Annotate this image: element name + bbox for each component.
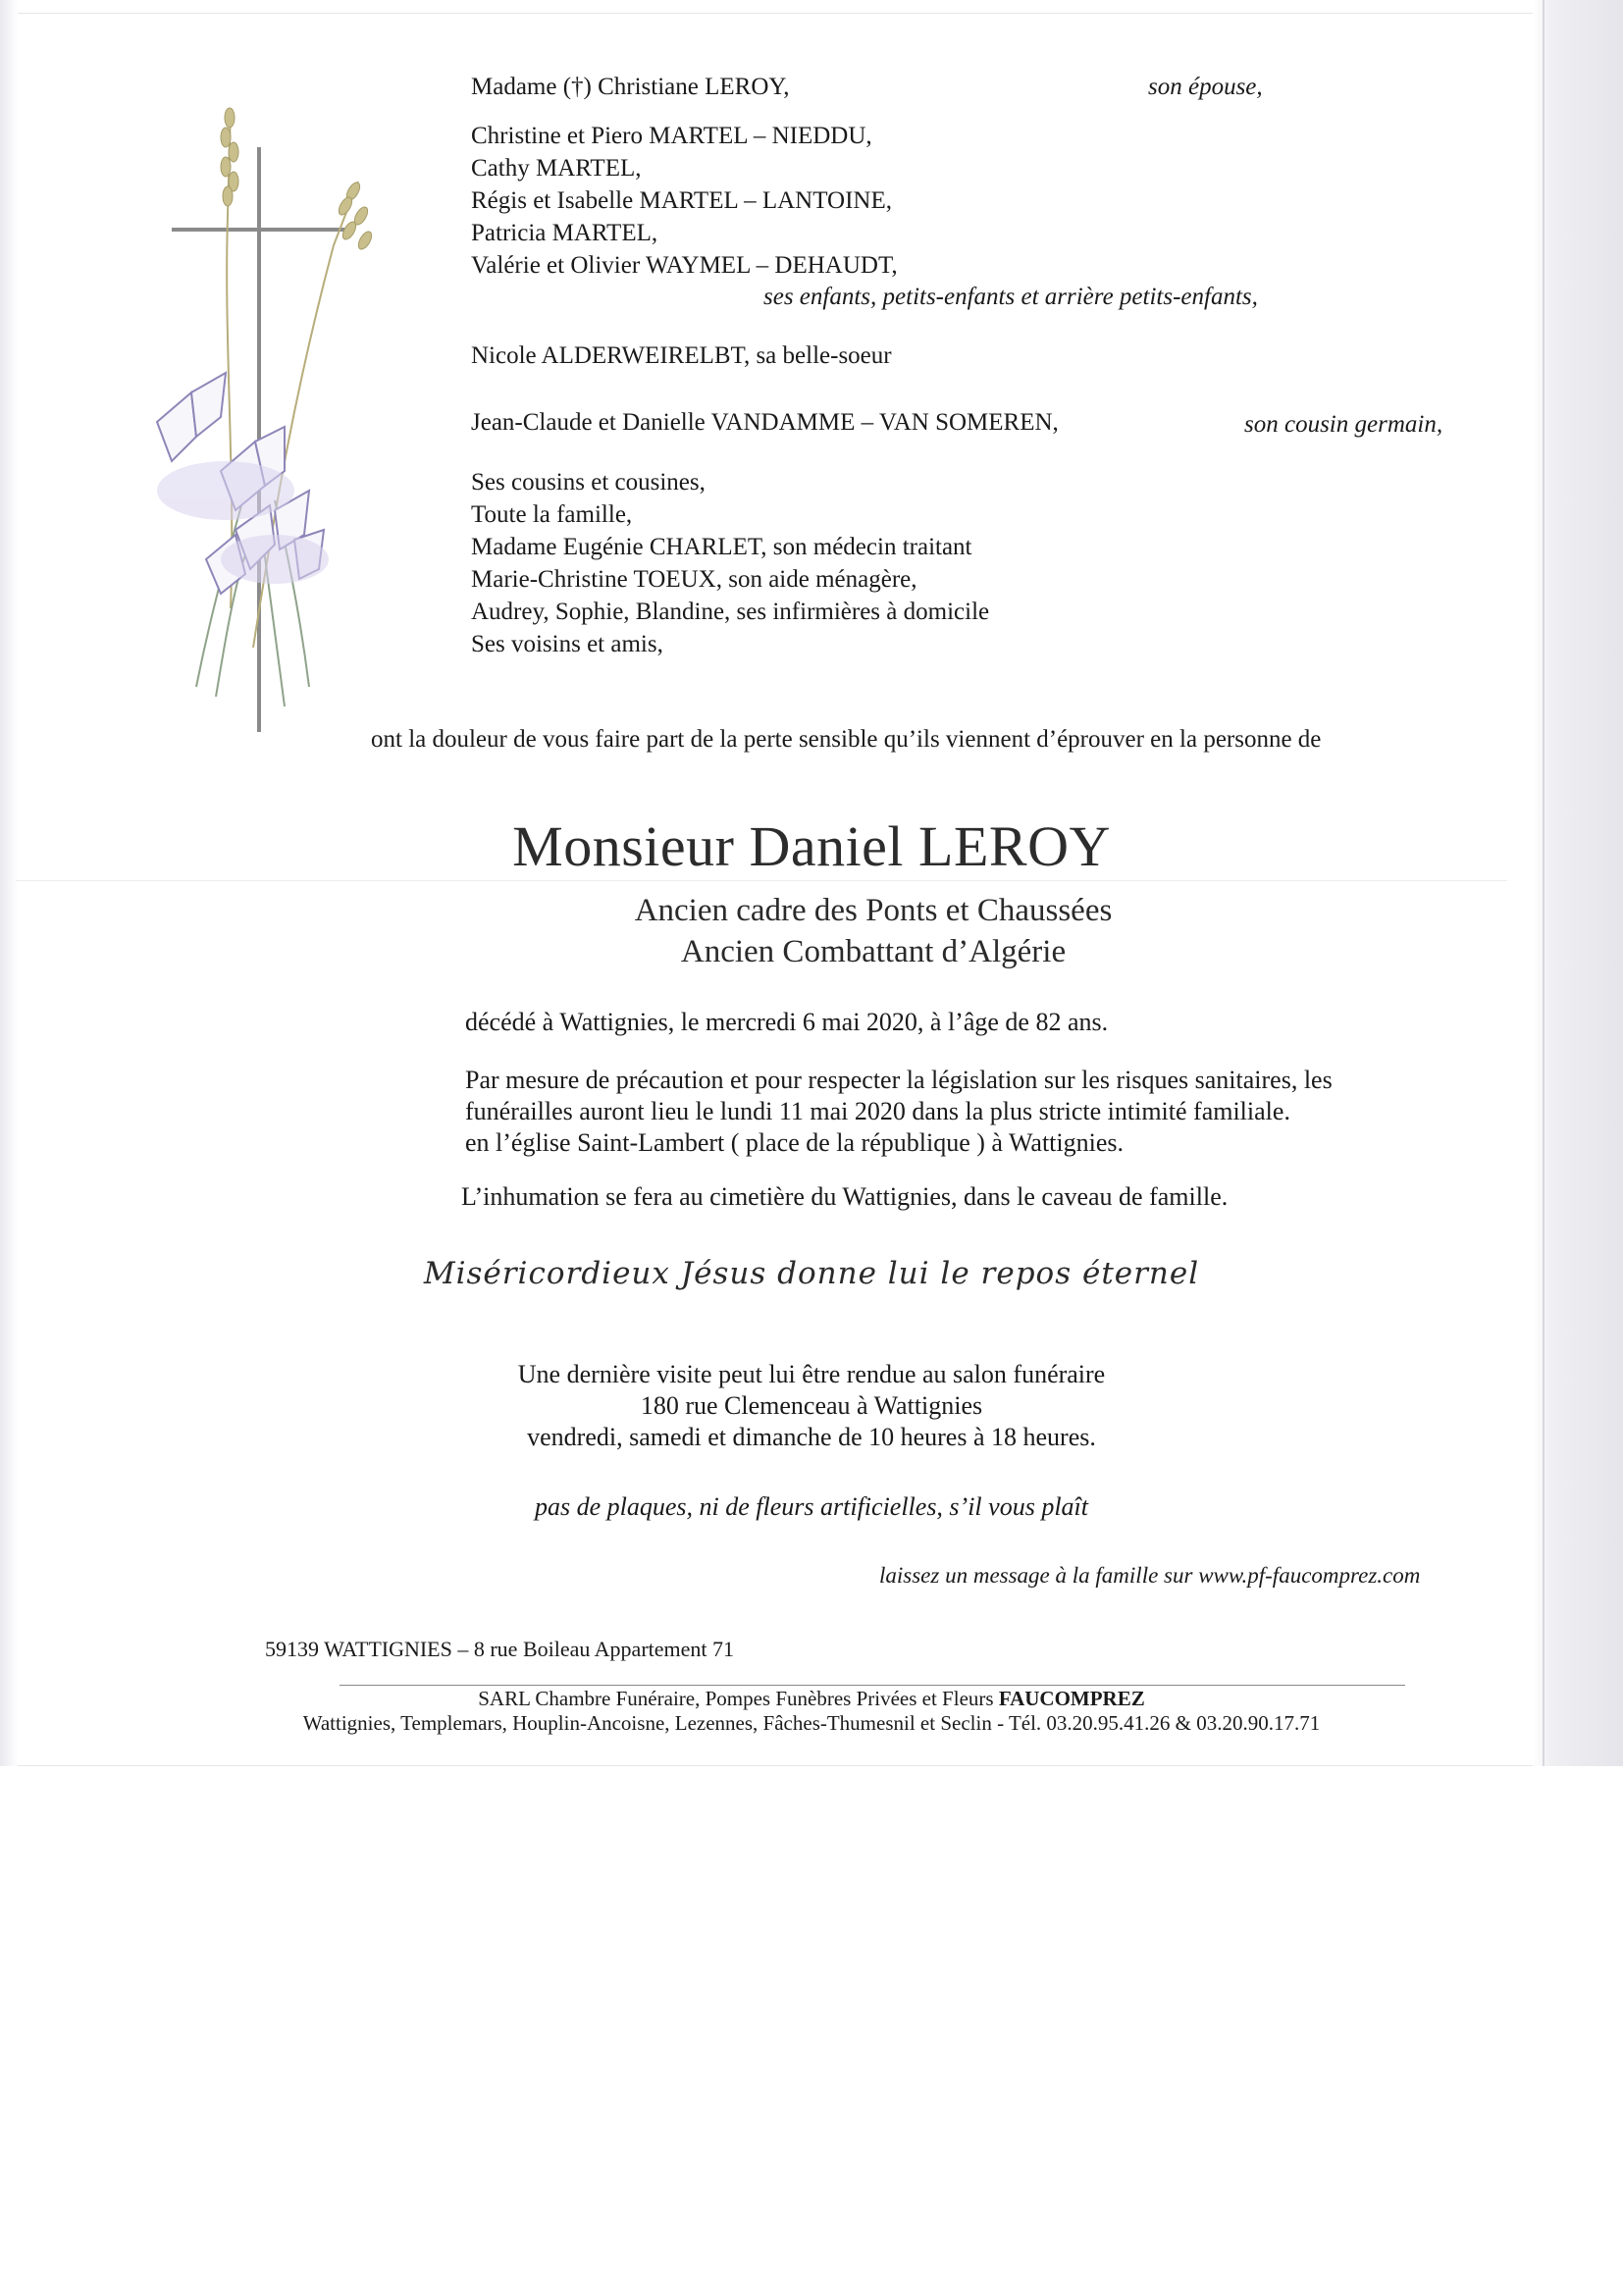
others-line-1: Ses cousins et cousines,	[471, 469, 706, 496]
deceased-title-2: Ancien Combattant d’Algérie	[680, 934, 1067, 969]
cross-lily-illustration	[137, 98, 402, 736]
visit-line-1: Une dernière visite peut lui être rendue au salon funéraire	[517, 1360, 1106, 1388]
funeral-line-2: funérailles auront lieu le lundi 11 mai 2020 dans la plus stricte intimité familiale.	[465, 1097, 1290, 1125]
funeral-line-1: Par mesure de précaution et pour respecter la législation sur les risques sanitaires, les	[465, 1066, 1333, 1094]
footer-locations: Wattignies, Templemars, Houplin-Ancoisne, Lezennes, Fâches-Thumesnil et Seclin - Tél. 03.20.95.41.26 & 03.20.90.17.71	[302, 1711, 1321, 1735]
others-line-3: Madame Eugénie CHARLET, son médecin traitant	[471, 534, 972, 560]
footer-company-prefix: SARL Chambre Funéraire, Pompes Funèbres Privées et Fleurs	[478, 1687, 994, 1710]
cousin-relation: son cousin germain,	[1244, 411, 1443, 438]
announcement-line: ont la douleur de vous faire part de la perte sensible qu’ils viennent d’éprouver en la personne de	[371, 726, 1322, 753]
deceased-name: Monsieur Daniel LEROY	[512, 814, 1111, 878]
visit-line-2: 180 rue Clemenceau à Wattignies	[640, 1391, 983, 1420]
child-line-4: Patricia MARTEL,	[471, 220, 658, 246]
others-line-2: Toute la famille,	[471, 501, 633, 528]
child-line-3: Régis et Isabelle MARTEL – LANTOINE,	[471, 187, 892, 214]
death-details: décédé à Wattignies, le mercredi 6 mai 2020, à l’âge de 82 ans.	[465, 1008, 1109, 1036]
child-line-5: Valérie et Olivier WAYMEL – DEHAUDT,	[471, 252, 898, 279]
wife-relation: son épouse,	[1148, 74, 1263, 100]
child-line-1: Christine et Piero MARTEL – NIEDDU,	[471, 123, 872, 149]
footer-company	[0, 1686, 1623, 1711]
cousin-name: Jean-Claude et Danielle VANDAMME – VAN SOMEREN,	[471, 409, 1059, 436]
funeral-line-3: en l’église Saint-Lambert ( place de la république ) à Wattignies.	[465, 1128, 1125, 1157]
message-note: laissez un message à la famille sur www.pf-faucomprez.com	[879, 1563, 1421, 1588]
sister-in-law: Nicole ALDERWEIRELBT, sa belle-soeur	[471, 342, 892, 369]
others-line-6: Ses voisins et amis,	[471, 631, 663, 657]
burial-details: L’inhumation se fera au cimetière du Wattignies, dans le caveau de famille.	[461, 1182, 1229, 1211]
footer-company-name: FAUCOMPREZ	[998, 1687, 1145, 1710]
deceased-title-1: Ancien cadre des Ponts et Chaussées	[634, 893, 1113, 928]
child-line-2: Cathy MARTEL,	[471, 155, 642, 182]
cross-horizontal-bar	[172, 228, 353, 232]
others-line-4: Marie-Christine TOEUX, son aide ménagère,	[471, 566, 917, 593]
address: 59139 WATTIGNIES – 8 rue Boileau Appartement 71	[265, 1637, 735, 1661]
wife-name: Madame (†) Christiane LEROY,	[471, 74, 790, 100]
no-flowers-note: pas de plaques, ni de fleurs artificielles, s’il vous plaît	[534, 1492, 1088, 1521]
prayer-line: Miséricordieux Jésus donne lui le repos éternel	[423, 1256, 1200, 1291]
children-relation: ses enfants, petits-enfants et arrière petits-enfants,	[763, 284, 1258, 310]
visit-line-3: vendredi, samedi et dimanche de 10 heures à 18 heures.	[527, 1423, 1096, 1451]
others-line-5: Audrey, Sophie, Blandine, ses infirmières à domicile	[471, 599, 990, 625]
